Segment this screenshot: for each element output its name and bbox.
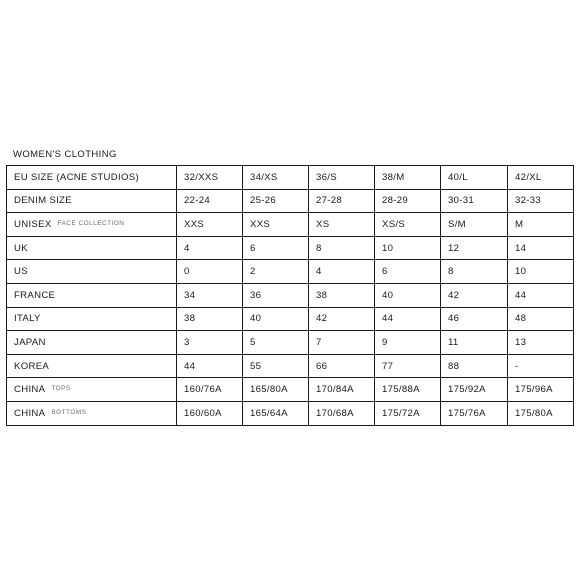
size-value-cell: 38/M: [375, 166, 441, 190]
table-row: [7, 378, 574, 402]
size-value-cell: 170/84A: [309, 378, 375, 402]
row-label-cell: [7, 354, 177, 378]
row-label: ITALY: [14, 313, 41, 325]
row-label-cell: [7, 236, 177, 260]
size-value-cell: 38: [177, 307, 243, 331]
table-row: [7, 189, 574, 213]
size-value-cell: 12: [441, 236, 508, 260]
row-label: EU SIZE (ACNE STUDIOS): [14, 171, 139, 183]
size-value-cell: 175/76A: [441, 401, 508, 425]
table-row: [7, 401, 574, 425]
table-row: [7, 236, 574, 260]
size-value-cell: 48: [508, 307, 574, 331]
size-value-cell: 8: [441, 260, 508, 284]
size-chart-table: [6, 165, 574, 426]
row-label: CHINA: [14, 407, 46, 419]
size-value-cell: 10: [375, 236, 441, 260]
table-row: [7, 307, 574, 331]
table-row: [7, 354, 574, 378]
size-value-cell: 22-24: [177, 189, 243, 213]
size-value-cell: 36: [243, 283, 309, 307]
row-sublabel: TOPS: [51, 385, 71, 393]
size-value-cell: 175/96A: [508, 378, 574, 402]
size-value-cell: 165/80A: [243, 378, 309, 402]
size-value-cell: 175/72A: [375, 401, 441, 425]
row-label: KOREA: [14, 360, 50, 372]
size-value-cell: 160/60A: [177, 401, 243, 425]
size-value-cell: 160/76A: [177, 378, 243, 402]
size-value-cell: 25-26: [243, 189, 309, 213]
size-value-cell: XS: [309, 213, 375, 237]
row-label-cell: [7, 378, 177, 402]
size-value-cell: 28-29: [375, 189, 441, 213]
row-sublabel: BOTTOMS: [51, 408, 87, 416]
size-value-cell: 2: [243, 260, 309, 284]
size-value-cell: S/M: [441, 213, 508, 237]
size-value-cell: XXS: [243, 213, 309, 237]
row-label: US: [14, 266, 28, 278]
size-value-cell: 77: [375, 354, 441, 378]
row-label: UK: [14, 242, 28, 254]
size-value-cell: 36/S: [309, 166, 375, 190]
size-value-cell: 4: [177, 236, 243, 260]
size-value-cell: 46: [441, 307, 508, 331]
row-label: CHINA: [14, 384, 46, 396]
size-value-cell: 6: [375, 260, 441, 284]
row-label-cell: [7, 166, 177, 190]
size-value-cell: 44: [508, 283, 574, 307]
row-label-cell: [7, 307, 177, 331]
size-value-cell: 4: [309, 260, 375, 284]
row-label: JAPAN: [14, 336, 46, 348]
size-value-cell: 30-31: [441, 189, 508, 213]
page-title: WOMEN'S CLOTHING: [13, 149, 117, 160]
row-label-cell: [7, 331, 177, 355]
size-value-cell: 9: [375, 331, 441, 355]
row-label-cell: [7, 283, 177, 307]
size-value-cell: 40: [375, 283, 441, 307]
size-value-cell: 5: [243, 331, 309, 355]
row-sublabel: FACE COLLECTION: [57, 219, 125, 227]
row-label-cell: [7, 189, 177, 213]
size-value-cell: M: [508, 213, 574, 237]
size-value-cell: 14: [508, 236, 574, 260]
size-value-cell: XS/S: [375, 213, 441, 237]
size-value-cell: 175/92A: [441, 378, 508, 402]
size-value-cell: 0: [177, 260, 243, 284]
table-row: [7, 166, 574, 190]
size-value-cell: 66: [309, 354, 375, 378]
row-label-cell: [7, 401, 177, 425]
size-value-cell: 11: [441, 331, 508, 355]
row-label: DENIM SIZE: [14, 195, 72, 207]
size-value-cell: 32/XXS: [177, 166, 243, 190]
table-row: [7, 283, 574, 307]
size-value-cell: 10: [508, 260, 574, 284]
row-label-cell: [7, 260, 177, 284]
size-value-cell: 44: [177, 354, 243, 378]
size-value-cell: 42: [309, 307, 375, 331]
size-value-cell: 32-33: [508, 189, 574, 213]
table-row: [7, 213, 574, 237]
row-label: FRANCE: [14, 289, 56, 301]
table-row: [7, 260, 574, 284]
size-value-cell: 40: [243, 307, 309, 331]
size-value-cell: 175/80A: [508, 401, 574, 425]
size-value-cell: 8: [309, 236, 375, 260]
row-label-cell: [7, 213, 177, 237]
size-value-cell: 3: [177, 331, 243, 355]
table-row: [7, 331, 574, 355]
size-value-cell: 34: [177, 283, 243, 307]
size-value-cell: 170/68A: [309, 401, 375, 425]
size-value-cell: 88: [441, 354, 508, 378]
size-value-cell: 40/L: [441, 166, 508, 190]
size-value-cell: 6: [243, 236, 309, 260]
row-label: UNISEX: [14, 218, 52, 230]
size-value-cell: -: [508, 354, 574, 378]
size-value-cell: 42: [441, 283, 508, 307]
size-value-cell: XXS: [177, 213, 243, 237]
size-value-cell: 44: [375, 307, 441, 331]
size-value-cell: 165/64A: [243, 401, 309, 425]
size-value-cell: 13: [508, 331, 574, 355]
size-value-cell: 34/XS: [243, 166, 309, 190]
size-value-cell: 38: [309, 283, 375, 307]
size-value-cell: 55: [243, 354, 309, 378]
size-value-cell: 7: [309, 331, 375, 355]
size-value-cell: 175/88A: [375, 378, 441, 402]
size-value-cell: 27-28: [309, 189, 375, 213]
size-value-cell: 42/XL: [508, 166, 574, 190]
